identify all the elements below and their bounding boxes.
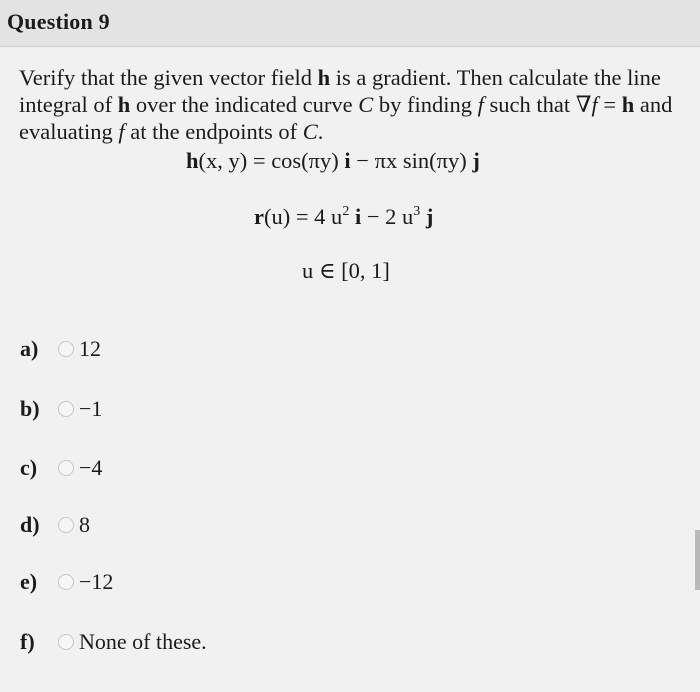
vector-field-equation: h(x, y) = cos(πy) i − πx sin(πy) j [186,148,480,173]
answer-option-d[interactable] [20,510,90,540]
radio-button-icon[interactable] [58,634,74,650]
question-title: Question 9 [7,9,110,34]
answer-option-f[interactable] [20,627,207,657]
option-letter: b) [20,396,40,421]
radio-button-icon[interactable] [58,341,74,357]
question-header [0,0,700,47]
answer-option-a[interactable] [20,334,101,364]
answer-option-b[interactable] [20,394,102,424]
option-text: −12 [79,569,114,594]
answer-option-c[interactable] [20,453,102,483]
answer-option-e[interactable] [20,567,113,597]
parameter-domain: u ∈ [0, 1] [302,258,390,283]
option-text: 12 [79,336,101,361]
option-text: −4 [79,455,103,480]
option-text: −1 [79,396,103,421]
scrollbar-edge[interactable] [695,530,700,590]
option-letter: c) [20,455,38,480]
curve-equation: r(u) = 4 $u^2$ i − 2 $u^3$ j [254,204,434,229]
option-letter: e) [20,569,38,594]
option-letter: d) [20,512,40,537]
option-letter: f) [20,629,35,654]
radio-button-icon[interactable] [58,574,74,590]
option-letter: a) [20,336,39,361]
radio-button-icon[interactable] [58,401,74,417]
radio-button-icon[interactable] [58,517,74,533]
question-stem: Verify that the given vector field h is a gradient. Then calculate the line integral of h over the indicated curve C by finding f such that ∇f = h and evaluating f at the endpoints of C. [19,65,673,144]
option-text: None of these. [79,629,207,654]
radio-button-icon[interactable] [58,460,74,476]
option-text: 8 [79,512,90,537]
